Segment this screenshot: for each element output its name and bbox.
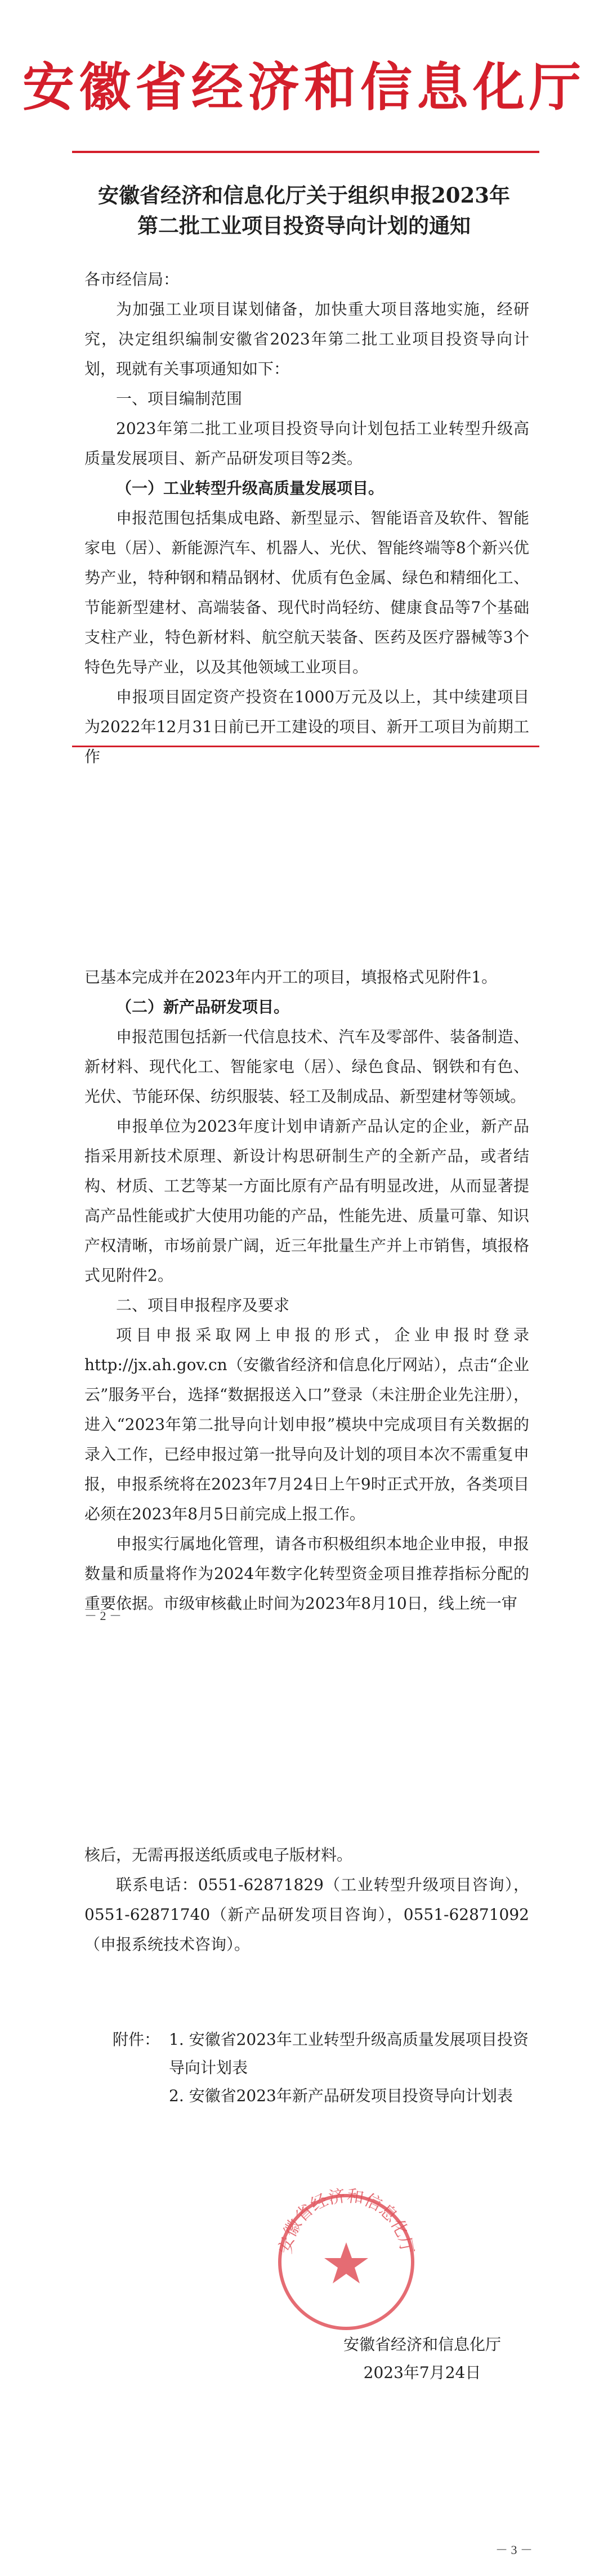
page-number-3: － 3 － bbox=[495, 2543, 533, 2557]
page3-continuation: 核后，无需再报送纸质或电子版材料。 bbox=[84, 1846, 353, 1864]
document-page-2 bbox=[0, 895, 608, 1643]
page-number-2: － 2 － bbox=[84, 1609, 122, 1623]
document-page-3 bbox=[0, 1730, 608, 2576]
page1-body bbox=[84, 264, 529, 771]
section2-paragraph-1: 项目申报采取网上申报的形式，企业申报时登录http://jx.ah.gov.cn（安徽省经济和信息化厅网站），点击“企业云”服务平台，选择“数据报送入口”登录（未注册企业先注册），进入“2023年第二批导向计划申报”模块中完成项目有关数据的录入工作，已经申报过第一批导向及计划的项目本次不需重复申报，申报系统将在2023年7月24日上午9时正式开放，各类项目必须在2023年8月5日前完成上报工作。 bbox=[84, 1326, 529, 1523]
subsection2-paragraph-2: 申报单位为2023年度计划申请新产品认定的企业，新产品指采用新技术原理、新设计构思研制生产的全新产品，或者结构、材质、工艺等某一方面比原有产品有明显改进，从而显著提高产品性能或扩大使用功能的产品，性能先进、质量可靠、知识产权清晰，市场前景广阔，近三年批量生产并上市销售，填报格式见附件2。 bbox=[84, 1117, 529, 1285]
contact-paragraph: 联系电话：0551-62871829（工业转型升级项目咨询），0551-62871740（新产品研发项目咨询），0551-62871092（申报系统技术咨询）。 bbox=[84, 1875, 529, 1954]
section1-heading: 一、项目编制范围 bbox=[116, 389, 243, 408]
footer-red-rule bbox=[72, 746, 539, 747]
document-page-1 bbox=[0, 0, 608, 766]
subsection1-paragraph-1: 申报范围包括集成电路、新型显示、智能语音及软件、智能家电（居）、新能源汽车、机器人、光伏、智能终端等8个新兴优势产业，特种钢和精品钢材、优质有色金属、绿色和精细化工、节能新型建材、高端装备、现代时尚轻纺、健康食品等7个基础支柱产业，特色新材料、航空航天装备、医药及医疗器械等3个特色先导产业，以及其他领域工业项目。 bbox=[84, 509, 529, 676]
attachments-block bbox=[113, 2026, 529, 2110]
page3-body bbox=[84, 1840, 529, 1959]
official-seal bbox=[270, 2186, 422, 2338]
seal-star-icon bbox=[324, 2242, 368, 2283]
section2-heading: 二、项目申报程序及要求 bbox=[116, 1296, 290, 1314]
subsection1-paragraph-2: 申报项目固定资产投资在1000万元及以上，其中续建项目为2022年12月31日前已开工建设的项目、新开工项目为前期工作 bbox=[84, 688, 529, 766]
attachment-item-1: 1. 安徽省2023年工业转型升级高质量发展项目投资导向计划表 bbox=[169, 2030, 529, 2077]
section1-paragraph: 2023年第二批工业项目投资导向计划包括工业转型升级高质量发展项目、新产品研发项目等2类。 bbox=[84, 419, 529, 468]
red-header-rule bbox=[72, 151, 539, 153]
red-header-banner: 安徽省经济和信息化厅 bbox=[22, 57, 585, 118]
subsection2-heading: （二）新产品研发项目。 bbox=[116, 998, 290, 1016]
subsection2-paragraph-1: 申报范围包括新一代信息技术、汽车及零部件、装备制造、新材料、现代化工、智能家电（居）、绿色食品、钢铁和有色、光伏、节能环保、纺织服装、轻工及制成品、新型建材等领域。 bbox=[84, 1027, 529, 1106]
seal-text: 安徽省经济和信息化厅 bbox=[275, 2186, 417, 2256]
document-title bbox=[56, 180, 552, 241]
subsection1-heading: （一）工业转型升级高质量发展项目。 bbox=[116, 479, 385, 497]
title-line-1: 安徽省经济和信息化厅关于组织申报2023年 bbox=[98, 183, 510, 208]
page2-continuation: 已基本完成并在2023年内开工的项目，填报格式见附件1。 bbox=[84, 968, 498, 986]
signer-org: 安徽省经济和信息化厅 bbox=[343, 2335, 501, 2354]
signing-date: 2023年7月24日 bbox=[363, 2363, 481, 2382]
title-line-2: 第二批工业项目投资导向计划的通知 bbox=[137, 213, 471, 238]
attachments-label: 附件： bbox=[113, 2030, 160, 2049]
attachment-item-2: 2. 安徽省2023年新产品研发项目投资导向计划表 bbox=[169, 2086, 513, 2105]
salutation: 各市经信局： bbox=[84, 270, 180, 289]
intro-paragraph: 为加强工业项目谋划储备，加快重大项目落地实施，经研究，决定组织编制安徽省2023年第二批工业项目投资导向计划，现就有关事项通知如下： bbox=[84, 300, 529, 378]
section2-paragraph-2: 申报实行属地化管理，请各市积极组织本地企业申报，申报数量和质量将作为2024年数字化转型资金项目推荐指标分配的重要依据。市级审核截止时间为2023年8月10日，线上统一审 bbox=[84, 1534, 529, 1613]
page2-body bbox=[84, 962, 529, 1618]
